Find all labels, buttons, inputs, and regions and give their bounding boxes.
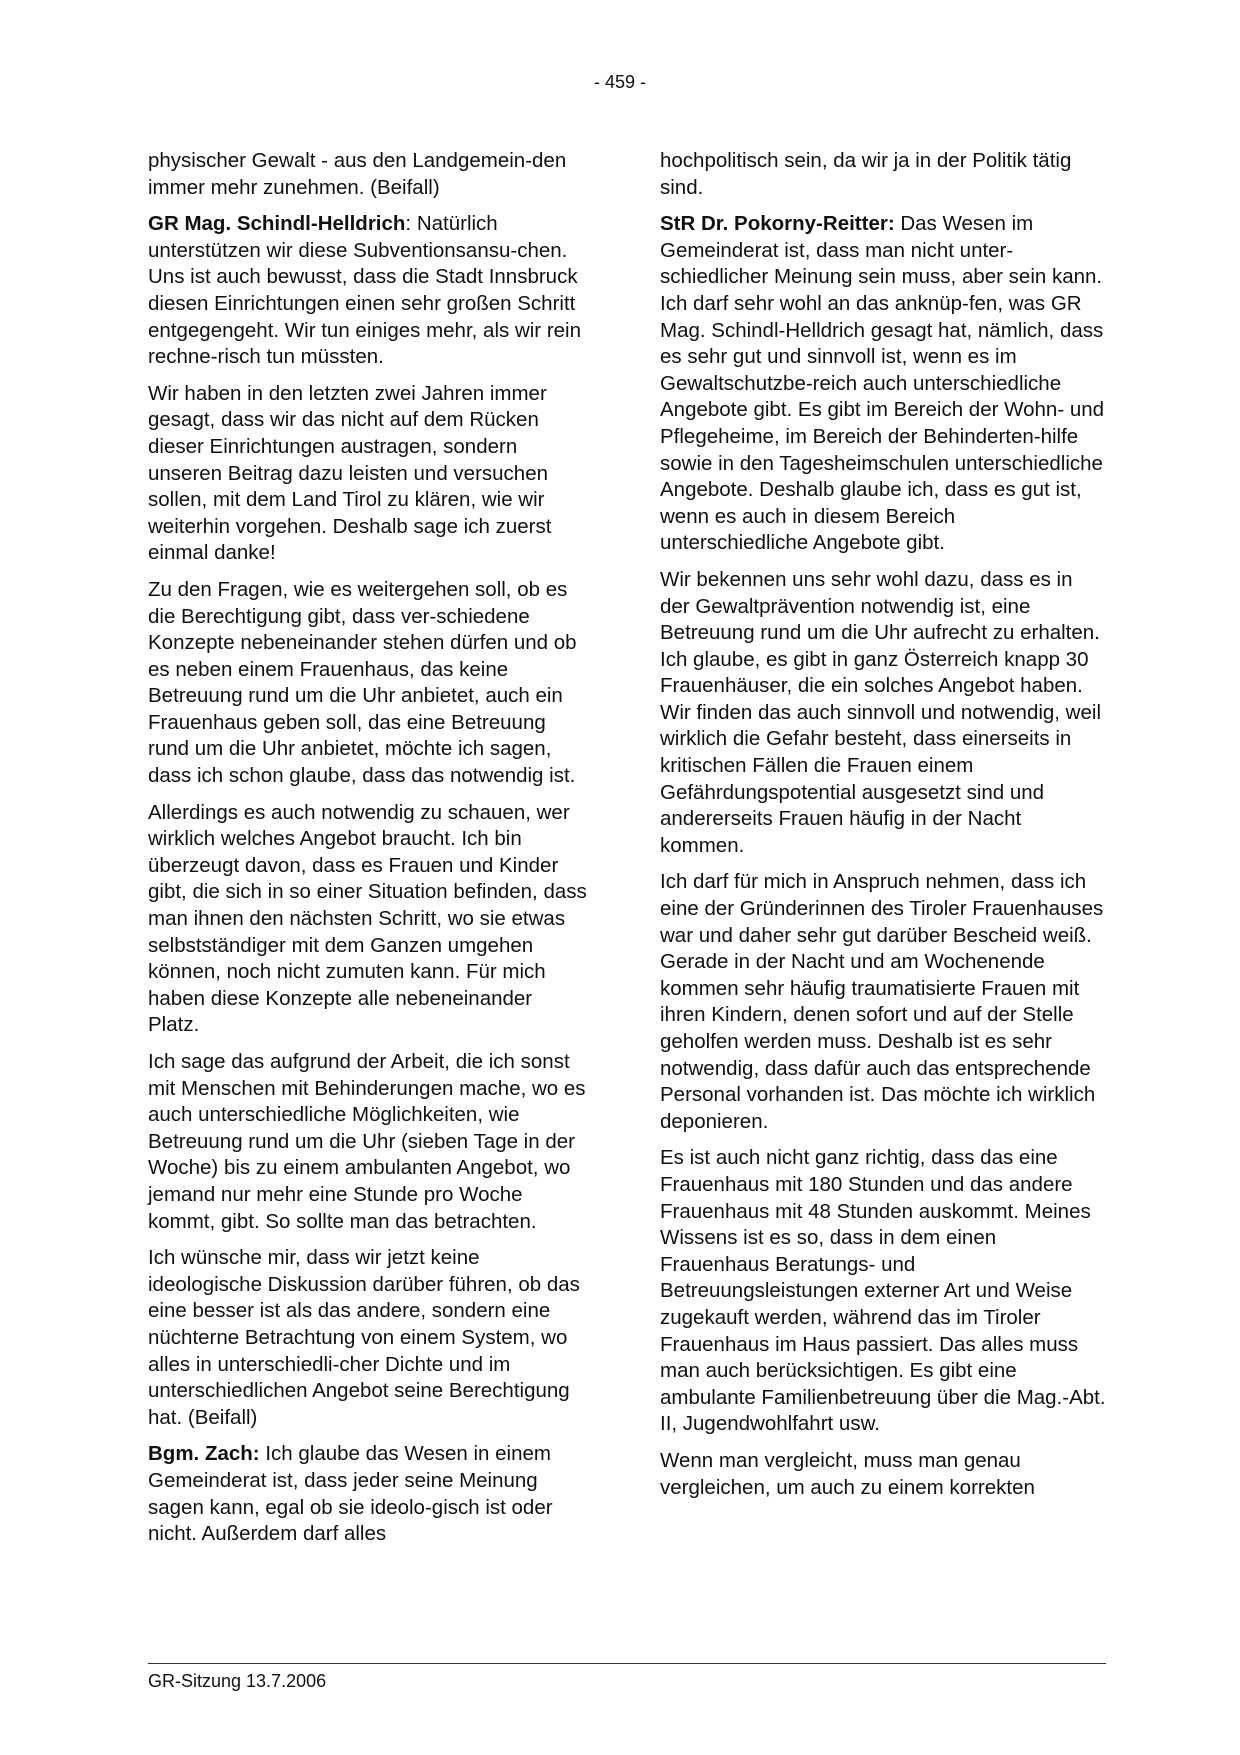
paragraph: Wir haben in den letzten zwei Jahren immer gesagt, dass wir das nicht auf dem Rücken dieser Einrichtungen austragen, sondern unseren Beitrag dazu leisten und versuchen sollen, mit dem Land Tirol zu klären, wie wir weiterhin vorgehen. Deshalb sage ich zuerst einmal danke!	[148, 381, 552, 565]
paragraph	[660, 211, 1106, 557]
page-number: - 459 -	[593, 72, 647, 92]
footer-session-date: GR-Sitzung 13.7.2006	[148, 1671, 327, 1691]
footer-divider	[148, 1663, 1106, 1664]
paragraph: Ich wünsche mir, dass wir jetzt keine ideologische Diskussion darüber führen, ob das eine besser ist als das andere, sondern eine nüchterne Betrachtung von einem System, wo alles in unterschiedli-cher Dichte und im unterschiedlichen Angebot seine Berechtigung hat. (Beifall)	[148, 1246, 580, 1429]
right-column	[660, 148, 1106, 1511]
paragraph-text: Das Wesen im Gemeinderat ist, dass man nicht unter-schiedlicher Meinung sein muss, aber sein kann. Ich darf sehr wohl an das anknüp-fen, was GR Mag. Schindl-Helldrich gesagt hat, nämlich, dass es sehr gut und sinnvoll ist, wenn es im Gewaltschutzbe-reich auch unterschiedliche Angebote gibt. Es gibt im Bereich der Wohn- und Pflegeheime, im Bereich der Behinderten-hilfe sowie in den Tagesheimschulen unterschiedliche Angebote. Deshalb glaube ich, dass es gut ist, wenn es auch in diesem Bereich unterschiedliche Angebote gibt.	[660, 212, 1105, 555]
speaker-name: Bgm. Zach:	[148, 1442, 260, 1466]
paragraph-text: : Natürlich unterstützen wir diese Subventionsansu-chen. Uns ist auch bewusst, dass die Stadt Innsbruck diesen Einrichtungen einen sehr großen Schritt entgegengeht. Wir tun einiges mehr, als wir rein rechne-risch tun müssten.	[148, 212, 582, 369]
paragraph: Allerdings es auch notwendig zu schauen, wer wirklich welches Angebot braucht. Ich bin überzeugt davon, dass es Frauen und Kinder gibt, die sich in so einer Situation befinden, dass man ihnen den nächsten Schritt, wo sie etwas selbstständiger mit dem Ganzen umgehen können, noch nicht zumuten kann. Für mich haben diese Konzepte alle nebeneinander Platz.	[148, 800, 587, 1037]
paragraph: physischer Gewalt - aus den Landgemein-den immer mehr zunehmen. (Beifall)	[148, 149, 567, 199]
paragraph: Zu den Fragen, wie es weitergehen soll, ob es die Berechtigung gibt, dass ver-schiedene Konzepte nebeneinander stehen dürfen und ob es neben einem Frauenhaus, das keine Betreuung rund um die Uhr anbietet, auch ein Frauenhaus geben soll, das eine Betreuung rund um die Uhr anbietet, möchte ich sagen, dass ich schon glaube, dass das notwendig ist.	[148, 577, 577, 788]
paragraph: Wir bekennen uns sehr wohl dazu, dass es in der Gewaltprävention notwendig ist, eine Betreuung rund um die Uhr aufrecht zu erhalten. Ich glaube, es gibt in ganz Österreich knapp 30 Frauenhäuser, die ein solches Angebot haben. Wir finden das auch sinnvoll und notwendig, weil wirklich die Gefahr besteht, dass einerseits in kritischen Fällen die Frauen einem Gefährdungspotential ausgesetzt sind und andererseits Frauen häufig in der Nacht kommen.	[660, 567, 1102, 857]
speaker-name: GR Mag. Schindl-Helldrich	[148, 212, 406, 236]
paragraph	[148, 1441, 588, 1547]
paragraph: Ich darf für mich in Anspruch nehmen, dass ich eine der Gründerinnen des Tiroler Frauenhauses war und daher sehr gut darüber Bescheid weiß. Gerade in der Nacht und am Wochenende kommen sehr häufig traumatisierte Frauen mit ihren Kindern, denen sofort und auf der Stelle geholfen werden muss. Deshalb ist es sehr notwendig, dass dafür auch das entsprechende Personal vorhanden ist. Das möchte ich wirklich deponieren.	[660, 870, 1104, 1133]
paragraph: hochpolitisch sein, da wir ja in der Politik tätig sind.	[660, 149, 1072, 199]
paragraph-text: Ich glaube das Wesen in einem Gemeinderat ist, dass jeder seine Meinung sagen kann, egal ob sie ideolo-gisch ist oder nicht. Außerdem darf alles	[148, 1442, 553, 1546]
paragraph: Es ist auch nicht ganz richtig, dass das eine Frauenhaus mit 180 Stunden und das andere Frauenhaus mit 48 Stunden auskommt. Meines Wissens ist es so, dass in dem einen Frauenhaus Beratungs- und Betreuungsleistungen externer Art und Weise zugekauft werden, während das im Tiroler Frauenhaus im Haus passiert. Das alles muss man auch berücksichtigen. Es gibt eine ambulante Familienbetreuung über die Mag.-Abt. II, Jugendwohlfahrt usw.	[660, 1146, 1106, 1436]
paragraph	[148, 211, 588, 371]
speaker-name: StR Dr. Pokorny-Reitter:	[660, 212, 895, 236]
paragraph: Wenn man vergleicht, muss man genau vergleichen, um auch zu einem korrekten	[660, 1448, 1035, 1499]
left-column	[148, 148, 588, 1558]
paragraph: Ich sage das aufgrund der Arbeit, die ich sonst mit Menschen mit Behinderungen mache, wo es auch unterschiedliche Möglichkeiten, wie Betreuung rund um die Uhr (sieben Tage in der Woche) bis zu einem ambulanten Angebot, wo jemand nur mehr eine Stunde pro Woche kommt, gibt. So sollte man das betrachten.	[148, 1050, 586, 1233]
